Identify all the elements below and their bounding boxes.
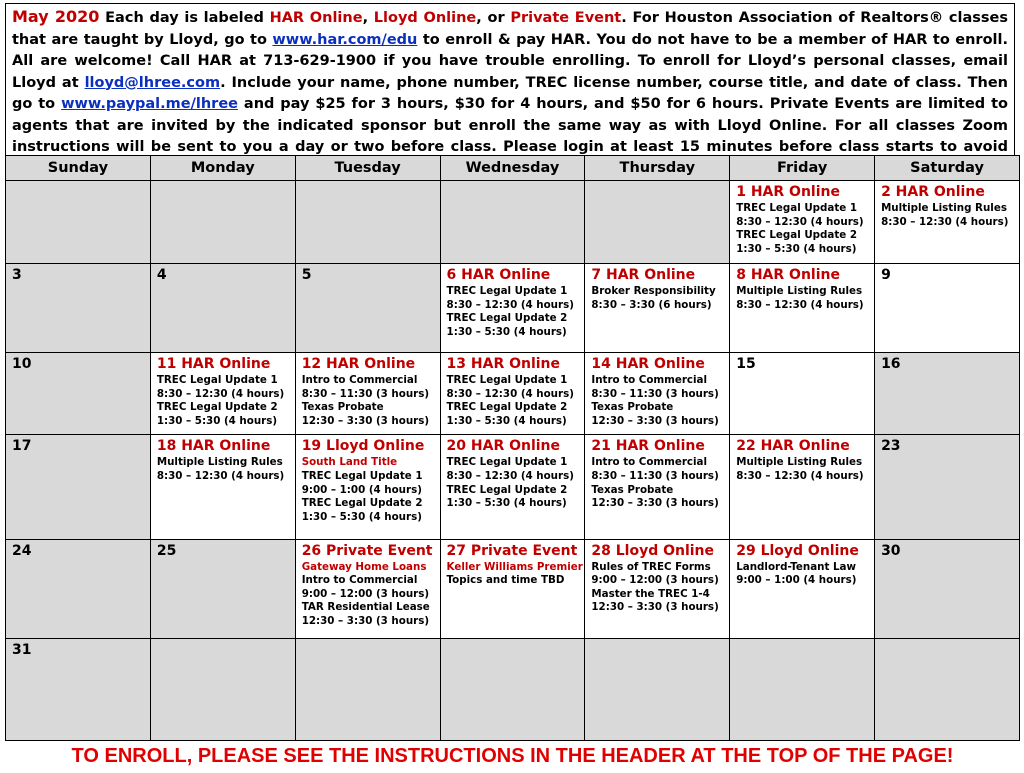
event-detail-line: 9:00 – 12:00 (3 hours): [591, 574, 719, 587]
event-detail-line: 1:30 – 5:30 (4 hours): [446, 415, 567, 428]
event-detail-line: TREC Legal Update 1: [446, 456, 568, 469]
event-title: 29 Lloyd Online: [736, 542, 859, 559]
event-detail-line: Texas Probate: [301, 401, 384, 414]
event-detail-line: 1:30 – 5:30 (4 hours): [156, 415, 278, 428]
event-detail-line: TREC Legal Update 1: [736, 202, 858, 214]
instructions-header: [5, 3, 1015, 155]
day-number: 30: [881, 542, 901, 559]
event-detail-line: 12:30 – 3:30 (3 hours): [591, 415, 719, 428]
event-title: 22 HAR Online: [736, 438, 850, 455]
event-detail-line: Texas Probate: [591, 401, 674, 414]
event-sponsor: Gateway Home Loans: [301, 560, 427, 573]
label-lloyd-online: Lloyd Online: [373, 10, 477, 26]
event-detail-line: Master the TREC 1-4: [591, 587, 710, 600]
har-link[interactable]: www.har.com/edu: [272, 31, 418, 48]
day-cell: [730, 353, 875, 435]
day-number: 10: [12, 356, 32, 373]
event-detail-line: 8:30 – 12:30 (4 hours): [881, 215, 1009, 228]
event-detail-line: TREC Legal Update 2: [736, 229, 858, 242]
event-detail-line: 1:30 – 5:30 (4 hours): [446, 497, 567, 510]
week-row: [6, 539, 1020, 638]
day-number: 23: [881, 438, 901, 455]
day-cell: [875, 435, 1020, 539]
event-detail-line: Topics and time TBD: [446, 574, 565, 587]
weekday-header: Monday: [150, 156, 295, 181]
event-detail-line: 8:30 – 12:30 (4 hours): [446, 470, 574, 483]
day-cell: [6, 353, 151, 435]
paypal-link[interactable]: www.paypal.me/lhree: [61, 96, 238, 112]
weekday-header: Thursday: [585, 156, 730, 181]
week-row: [6, 264, 1020, 353]
event-detail-line: Rules of TREC Forms: [591, 560, 711, 573]
empty-day-cell: [295, 181, 440, 264]
event-title: 26 Private Event: [301, 542, 433, 559]
event-title: 2 HAR Online: [881, 184, 985, 200]
event-detail-line: 8:30 – 11:30 (3 hours): [591, 470, 719, 483]
event-detail-line: 8:30 – 11:30 (3 hours): [591, 387, 719, 400]
event-sponsor: Keller Williams Premier: [446, 560, 583, 573]
event-title: 11 HAR Online: [156, 356, 271, 373]
week-row: [6, 638, 1020, 740]
event-detail-line: 1:30 – 5:30 (4 hours): [446, 325, 567, 338]
event-detail-line: 9:00 – 1:00 (4 hours): [736, 574, 857, 587]
event-detail-line: 8:30 – 11:30 (3 hours): [301, 387, 430, 400]
day-cell: [6, 435, 151, 539]
empty-day-cell: [875, 638, 1020, 740]
empty-day-cell: [585, 181, 730, 264]
event-detail-line: 8:30 – 12:30 (4 hours): [736, 298, 864, 311]
event-detail-line: Intro to Commercial: [301, 574, 418, 587]
day-number: 24: [12, 542, 32, 559]
event-title: 1 HAR Online: [736, 184, 840, 200]
event-title: 8 HAR Online: [736, 267, 840, 284]
event-title: 7 HAR Online: [591, 267, 696, 284]
day-cell: [6, 539, 151, 638]
week-row: [6, 181, 1020, 264]
day-number: 31: [12, 641, 32, 658]
event-day-cell: [730, 539, 875, 638]
event-detail-line: TREC Legal Update 1: [301, 470, 423, 483]
day-number: 25: [156, 542, 177, 559]
event-detail-line: Intro to Commercial: [301, 374, 418, 387]
event-sponsor: South Land Title: [301, 456, 398, 469]
event-day-cell: [440, 353, 585, 435]
event-detail-line: 8:30 – 12:30 (4 hours): [156, 470, 285, 483]
event-title: 13 HAR Online: [446, 356, 561, 373]
enroll-footer-note: TO ENROLL, PLEASE SEE THE INSTRUCTIONS IN THE HEADER AT THE TOP OF THE PAGE!: [71, 745, 954, 767]
day-cell: [6, 638, 151, 740]
day-cell: [150, 539, 295, 638]
day-number: 9: [881, 267, 891, 284]
event-title: 19 Lloyd Online: [301, 438, 425, 455]
event-day-cell: [585, 353, 730, 435]
day-cell: [875, 353, 1020, 435]
event-detail-line: 8:30 – 12:30 (4 hours): [446, 387, 574, 400]
event-detail-line: TREC Legal Update 2: [446, 312, 568, 325]
event-day-cell: [585, 435, 730, 539]
empty-day-cell: [150, 638, 295, 740]
event-day-cell: [150, 435, 295, 539]
event-detail-line: TREC Legal Update 2: [446, 401, 568, 414]
empty-day-cell: [440, 181, 585, 264]
event-detail-line: TREC Legal Update 2: [301, 497, 423, 510]
week-row: [6, 435, 1020, 539]
event-detail-line: 8:30 – 12:30 (4 hours): [736, 470, 864, 483]
empty-day-cell: [6, 181, 151, 264]
event-day-cell: [150, 353, 295, 435]
event-day-cell: [875, 181, 1020, 264]
day-cell: [150, 264, 295, 353]
event-title: 28 Lloyd Online: [591, 542, 715, 559]
event-day-cell: [295, 539, 440, 638]
event-day-cell: [295, 435, 440, 539]
event-detail-line: TAR Residential Lease: [301, 601, 430, 614]
event-title: 27 Private Event: [446, 542, 578, 559]
event-detail-line: 1:30 – 5:30 (4 hours): [301, 510, 422, 523]
calendar-grid: [5, 155, 1020, 741]
event-detail-line: Landlord-Tenant Law: [736, 560, 857, 573]
event-detail-line: Broker Responsibility: [591, 285, 716, 298]
header-text: . Include your name, phone number, TREC license number, course title, and date of class. Then go to: [12, 74, 1008, 112]
event-detail-line: Multiple Listing Rules: [881, 202, 1007, 214]
empty-day-cell: [440, 638, 585, 740]
label-private-event: Private Event: [510, 10, 622, 26]
day-cell: [295, 264, 440, 353]
event-title: 14 HAR Online: [591, 356, 705, 373]
event-detail-line: 12:30 – 3:30 (3 hours): [591, 497, 719, 510]
event-detail-line: TREC Legal Update 2: [156, 401, 278, 414]
event-title: 12 HAR Online: [301, 356, 416, 373]
event-day-cell: [440, 435, 585, 539]
event-detail-line: 8:30 – 12:30 (4 hours): [156, 387, 285, 400]
event-detail-line: 12:30 – 3:30 (3 hours): [301, 614, 430, 627]
day-number: 16: [881, 356, 901, 373]
event-day-cell: [440, 539, 585, 638]
day-number: 3: [12, 267, 22, 284]
event-detail-line: TREC Legal Update 1: [446, 374, 568, 387]
day-cell: [875, 539, 1020, 638]
header-text: ,: [362, 10, 374, 26]
event-detail-line: 12:30 – 3:30 (3 hours): [301, 415, 430, 428]
event-detail-line: 12:30 – 3:30 (3 hours): [591, 601, 719, 614]
event-detail-line: 8:30 – 12:30 (4 hours): [736, 215, 864, 228]
empty-day-cell: [150, 181, 295, 264]
event-detail-line: Texas Probate: [591, 483, 674, 496]
weekday-header: Wednesday: [440, 156, 585, 181]
label-har-online: HAR Online: [269, 10, 363, 26]
event-day-cell: [585, 539, 730, 638]
weekday-header: Sunday: [6, 156, 151, 181]
week-row: [6, 353, 1020, 435]
event-title: 18 HAR Online: [156, 438, 271, 455]
day-number: 15: [736, 356, 756, 373]
event-title: 21 HAR Online: [591, 438, 705, 455]
event-detail-line: 8:30 – 12:30 (4 hours): [446, 298, 574, 311]
event-detail-line: 1:30 – 5:30 (4 hours): [736, 242, 857, 255]
event-title: 20 HAR Online: [446, 438, 561, 455]
day-number: 5: [301, 267, 312, 284]
event-title: 6 HAR Online: [446, 267, 551, 284]
day-number: 17: [12, 438, 32, 455]
weekday-header-row: [6, 156, 1020, 181]
event-detail-line: Multiple Listing Rules: [736, 285, 863, 298]
event-detail-line: 8:30 – 3:30 (6 hours): [591, 298, 712, 311]
header-text: and pay $25 for 3 hours, $30 for 4 hours, and $50 for 6 hours. Private Events are limited to agents that are invited by the indicated sponsor but enroll the same way as with Lloyd Online. For all classes Zoom instructions will be sent to you a day or two before class. Please login at least 15 minutes before class starts to avoid: [12, 96, 1008, 155]
day-cell: [6, 264, 151, 353]
event-detail-line: Multiple Listing Rules: [156, 456, 283, 469]
event-detail-line: 9:00 – 12:00 (3 hours): [301, 587, 430, 600]
header-text: Each day is labeled: [99, 10, 270, 26]
empty-day-cell: [730, 638, 875, 740]
event-detail-line: TREC Legal Update 1: [156, 374, 278, 387]
event-detail-line: TREC Legal Update 1: [446, 285, 568, 298]
empty-day-cell: [585, 638, 730, 740]
event-detail-line: 9:00 – 1:00 (4 hours): [301, 483, 422, 496]
month-title: May 2020: [12, 7, 100, 26]
event-day-cell: [295, 353, 440, 435]
event-day-cell: [730, 181, 875, 264]
event-detail-line: Intro to Commercial: [591, 456, 708, 469]
header-text: . For Houston Association of Realtors® classes that are taught by Lloyd, go to: [12, 10, 1009, 48]
email-link[interactable]: lloyd@lhree.com: [84, 74, 221, 91]
event-day-cell: [440, 264, 585, 353]
event-detail-line: Multiple Listing Rules: [736, 456, 863, 469]
header-text: , or: [476, 10, 511, 26]
weekday-header: Friday: [730, 156, 875, 181]
event-day-cell: [730, 435, 875, 539]
event-day-cell: [585, 264, 730, 353]
weekday-header: Saturday: [875, 156, 1020, 181]
header-text: to enroll & pay HAR. You do not have to be a member of HAR to enroll. All are welcome! Call HAR at 713-629-1900 if you have trouble enrolling. To enroll for Lloyd’s personal classes, email Lloyd at: [12, 31, 1008, 91]
event-day-cell: [730, 264, 875, 353]
event-detail-line: TREC Legal Update 2: [446, 483, 568, 496]
empty-day-cell: [295, 638, 440, 740]
day-number: 4: [156, 267, 167, 284]
event-detail-line: Intro to Commercial: [591, 374, 708, 387]
weekday-header: Tuesday: [295, 156, 440, 181]
day-cell: [875, 264, 1020, 353]
